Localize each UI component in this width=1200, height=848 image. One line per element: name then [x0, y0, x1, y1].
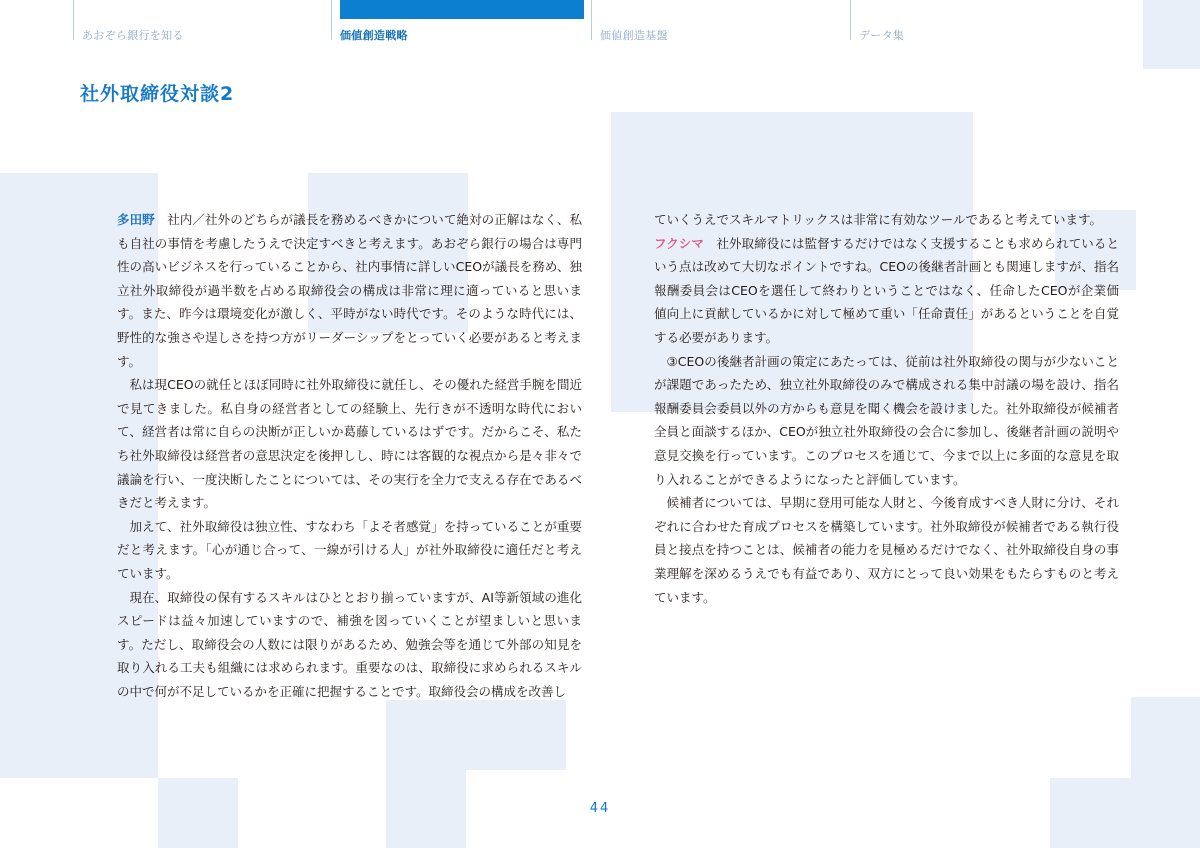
paragraph: [117, 208, 582, 373]
speaker-name: フクシマ: [654, 235, 704, 251]
tab-about-aozora[interactable]: [73, 0, 332, 40]
section-title: 社外取締役対談2: [80, 83, 235, 105]
paragraph: 現在、取締役の保有するスキルはひととおり揃っていますが、AI等新領域の進化スピードは益々加速していますので、補強を図っていくことが望ましいと思います。ただし、取締役会の人数には限りがあるため、勉強会等を通じて外部の知見を取り入れる工夫も組織には求められます。重要なのは、取締役に求められるスキルの中で何が不足しているかを正確に把握することです。取締役会の構成を改善し: [117, 589, 582, 699]
tab-label: あおぞら銀行を知る: [82, 29, 184, 42]
paragraph: ③CEOの後継者計画の策定にあたっては、従前は社外取締役の関与が少ないことが課題であったため、独立社外取締役のみで構成される集中討議の場を設け、指名報酬委員会委員以外の方からも意見を聞く機会を設けました。社外取締役が候補者全員と面談するほか、CEOが独立社外取締役の会合に参加し、後継者計画の説明や意見交換を行っています。このプロセスを通じて、今まで以上に多面的な意見を取り入れることができるようになったと評価しています。: [654, 353, 1119, 487]
tab-indicator: [859, 0, 1123, 19]
left-column: [117, 208, 582, 703]
paragraph: 候補者については、早期に登用可能な人財と、今後育成すべき人財に分け、それぞれに合わせた育成プロセスを構築しています。社外取締役が候補者である執行役員と接点を持つことは、候補者の能力を見極めるだけでなく、社外取締役自身の事業理解を深めるうえでも有益であり、双方にとって良い効果をもたらすものと考えています。: [654, 495, 1119, 605]
bg-square: [1143, 0, 1200, 69]
tab-label: データ集: [859, 29, 905, 42]
paragraph: 加えて、社外取締役は独立性、すなわち「よそ者感覚」を持っていることが重要だと考えます。「心が通じ合って、一線が引ける人」が社外取締役に適任だと考えています。: [117, 518, 582, 581]
tab-indicator: [82, 0, 324, 19]
tab-label: 価値創造戦略: [340, 29, 408, 42]
speaker-name: 多田野: [117, 212, 155, 227]
tab-value-creation-foundation[interactable]: [591, 0, 851, 40]
page-number: 44: [589, 801, 611, 816]
tab-data-collection[interactable]: [850, 0, 1131, 40]
paragraph-text: 社外取締役には監督するだけではなく支援することも求められているという点は改めて大切なポイントですね。CEOの後継者計画とも関連しますが、指名報酬委員会はCEOを選任して終わりということではなく、任命したCEOが企業価値向上に貢献しているかに対して極めて重い「任命責任」があるということを自覚する必要があります。: [654, 235, 1119, 345]
tab-value-creation-strategy[interactable]: [331, 0, 592, 40]
tab-indicator: [600, 0, 843, 19]
bg-square: [386, 700, 466, 848]
tab-indicator: [340, 0, 584, 19]
paragraph: ていくうえでスキルマトリックスは非常に有効なツールであると考えています。: [654, 212, 1103, 227]
paragraph: [654, 232, 1119, 350]
paragraph: 私は現CEOの就任とほぼ同時に社外取締役に就任し、その優れた経営手腕を間近で見てきました。私自身の経営者としての経験上、先行きが不透明な時代において、経営者は常に自らの決断が正しいか葛藤しているはずです。だからこそ、私たち社外取締役は経営者の意思決定を後押しし、時には客観的な視点から是々非々で議論を行い、一度決断したことについては、その実行を全力で支える存在であるべきだと考えます。: [117, 377, 582, 511]
paragraph-text: 社内／社外のどちらが議長を務めるべきかについて絶対の正解はなく、私も自社の事情を考慮したうえで決定すべきと考えます。あおぞら銀行の場合は専門性の高いビジネスを行っていることから、社内事情に詳しいCEOが議長を務め、独立社外取締役が過半数を占める取締役会の構成は非常に理に適っていると思います。また、昨今は環境変化が激しく、平時がない時代です。そのような時代には、野性的な強さや逞しさを持つ方がリーダーシップをとっていく必要があると考えます。: [117, 212, 582, 369]
bg-square: [1131, 697, 1200, 848]
right-column: [654, 208, 1119, 609]
tab-label: 価値創造基盤: [600, 29, 668, 42]
bg-square: [466, 700, 566, 770]
